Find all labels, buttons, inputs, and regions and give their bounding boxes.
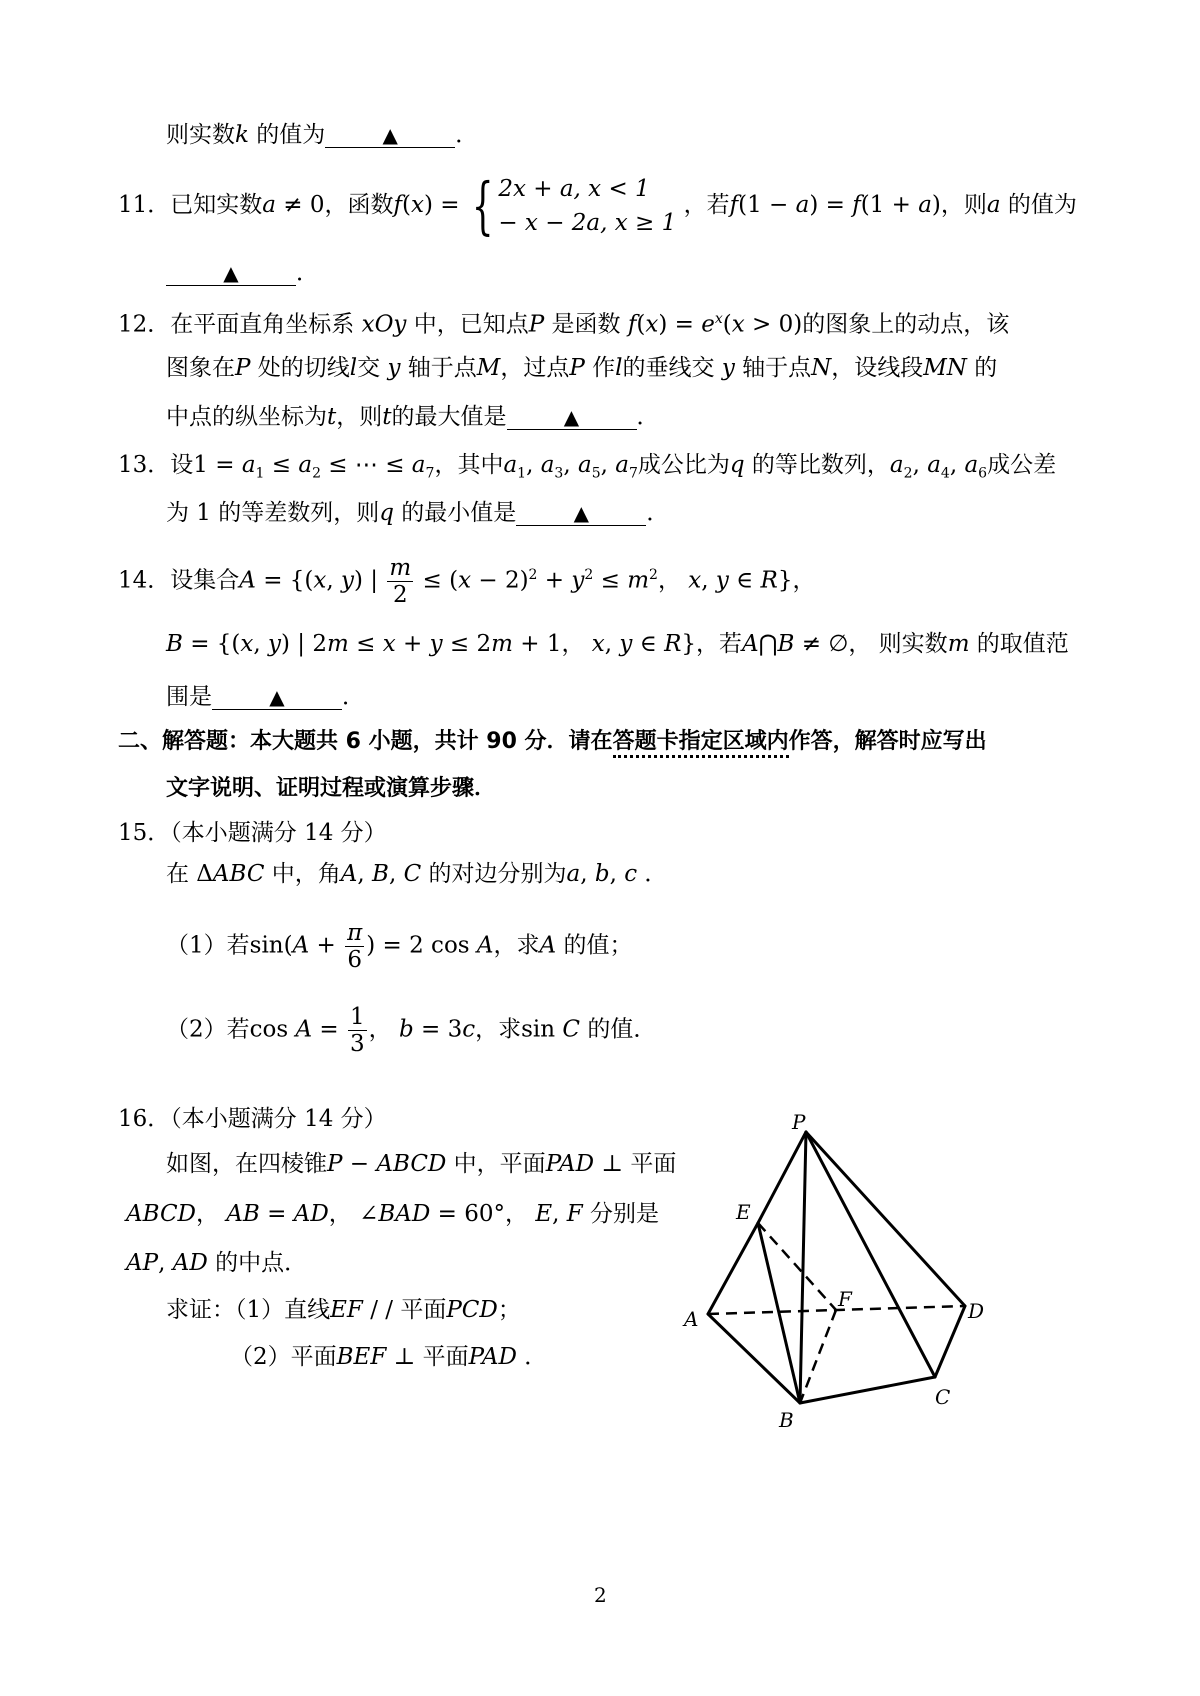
q16-line2: ABCD， AB = AD， ∠BAD = 60°， E, F 分别是 [126,1201,660,1227]
q16-header: 16．（本小题满分 14 分） [118,1106,387,1132]
label-P: P [792,1110,806,1134]
q11-line2: ▲ ． [166,256,319,290]
answer-blank[interactable]: ▲ [507,405,637,430]
pyramid-figure [672,1105,1002,1435]
q15-header: 15．（本小题满分 14 分） [118,820,387,846]
q15-part1: （1）若sin(A + $\frac{\pi}{6}$ ) = 2 cos A，求A 的值； [166,920,633,973]
q16-line1: 如图，在四棱锥P − ABCD 中，平面PAD ⊥ 平面 [166,1151,677,1177]
page-number: 2 [594,1583,607,1607]
q12-line2: 图象在P 处的切线l交 y 轴于点M，过点P 作l的垂线交 y 轴于点N，设线段MN 的 [166,355,998,381]
q13-line2: 为 1 的等差数列，则q 的最小值是 ▲ ． [166,500,670,526]
section-2-heading-line2: 文字说明、证明过程或演算步骤． [166,776,497,801]
q15-part2: （2）若cos A = $\frac{1}{3}$ ， b = 3c，求sin C 的值． [166,1004,657,1057]
q12-line3: 中点的纵坐标为t，则t的最大值是 ▲ ． [166,404,660,430]
case-2: − x − 2a, x ≥ 1 [498,210,677,236]
q13-line1: 13．设$1 = a_1 \le a_2$ ≤ ⋯ ≤ $a_7$，其中$a_1$, $a_3$, $a_5$, $a_7$成公比为q 的等比数列，$a_2$, $a_4$, $a_6$成公差 [118,452,1057,482]
q14-line1: 14．设集合A = {(x, y) | $\frac{m}{2}$ ≤ $(x - 2)^2 + y^2 \le m^2$， x, y ∈ R}， [118,555,816,608]
section-2-heading: 二、解答题：本大题共 6 小题，共计 90 分．请在答题卡指定区域内作答，解答时应写出 [118,725,987,759]
answer-blank[interactable]: ▲ [212,685,342,710]
q16-line5: （2）平面BEF ⊥ 平面PAD ． [230,1344,548,1370]
label-D: D [968,1299,985,1323]
q12-line1: 12．在平面直角坐标系 xOy 中，已知点P 是函数 $f(x) = e^x(x > 0)$的图象上的动点，该 [118,311,1010,338]
q16-line4: 求证：（1）直线EF / / 平面PCD； [166,1297,521,1323]
label-B: B [779,1408,794,1432]
q16-line3: AP, AD 的中点． [126,1250,308,1276]
label-E: E [736,1200,751,1224]
case-1: 2x + a, x < 1 [498,176,650,202]
q14-line3: 围是 ▲ ． [166,684,365,710]
answer-blank[interactable]: ▲ [516,501,646,526]
answer-blank[interactable]: ▲ [325,123,455,148]
q15-line1: 在 ΔABC 中，角A, B, C 的对边分别为a, b, c ． [166,861,668,887]
label-C: C [935,1385,951,1409]
q14-line2: B = {(x, y) | 2m ≤ x + y ≤ 2m + 1， x, y ∈ R}，若A⋂B ≠ ∅， 则实数m 的取值范 [166,631,1069,657]
answer-blank[interactable]: ▲ [166,261,296,286]
label-F: F [838,1287,852,1311]
q11-line1: 11．已知实数a ≠ 0，函数f(x) = { 2x + a, x < 1 − x − 2a, x ≥ 1 ，若f(1 − a) = f(1 + a)，则a 的值为 [118,169,1077,242]
q10-tail: 则实数k 的值为 ▲ ． [166,122,479,148]
label-A: A [684,1307,699,1331]
